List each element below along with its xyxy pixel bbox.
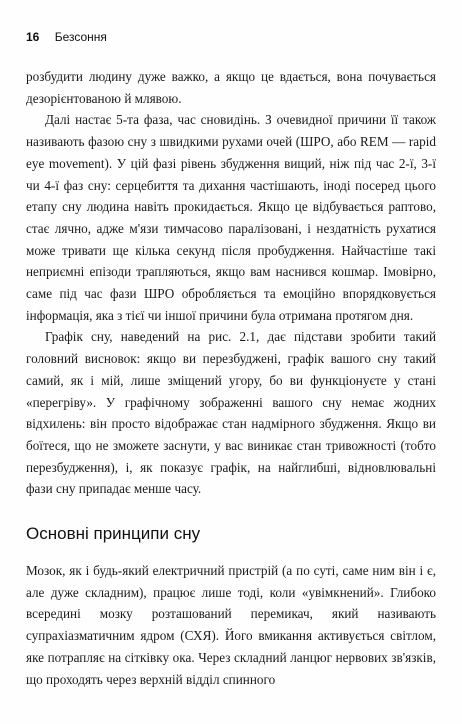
paragraph-rem-phase: Далі настає 5-та фаза, час сновидінь. З очевидної причини її також називають фазою сну з швидкими рухами очей (ШРО, або REM — rapid eye movement). У цій фазі рівень збудження вищий, ніж під час 2-ї, 3-ї чи 4-ї фаз сну: серцебиття та дихання частішають, іноді посеред цього етапу сну людина навіть прокидається. Якщо це відбувається раптово, стає лячно, адже м'язи тимчасово паралізовані, і нездатність рухатися може тривати ще кілька секунд після пробудження. Найчастіше такі неприємні епізоди трапляються, якщо вам наснився кошмар. Імовірно, саме під час фази ШРО обробляється та емоційно впорядковується інформація, яка з тієї чи іншої причини була отримана протягом дня. <box>26 112 436 323</box>
paragraph-continuation: розбудити людину дуже важко, а якщо це вдається, вона почувається дезорієнтованою й млявою. <box>26 69 436 106</box>
section-heading: Основні принципи сну <box>26 524 201 543</box>
chapter-title: Безсоння <box>54 30 107 44</box>
body-text-top <box>26 66 436 500</box>
body-text-bottom <box>26 560 436 690</box>
paragraph-brain-switch: Мозок, як і будь-який електричний пристрій (а по суті, саме ним він і є, але дуже складним), працює лише тоді, коли «увімкнений». Глибоко всередині мозку розташований перемикач, який називають супрахіазматичним ядром (СХЯ). Його вмикання активується світлом, яке потрапляє на сітківку ока. Через складний ланцюг нервових зв'язків, що проходять через верхній відділ спинного <box>26 563 436 687</box>
page-number: 16 <box>26 30 40 44</box>
paragraph-sleep-graph: Графік сну, наведений на рис. 2.1, дає підстави зробити такий головний висновок: якщо ви перезбуджені, графік вашого сну такий самий, як і мій, лише зміщений угору, бо ви функціонуєте у стані «перегріву». У графічному зображенні вашого сну немає жодних відхилень: він просто відображає стан надмірного збудження. Якщо ви боїтеся, що не зможете заснути, у вас виникає стан тривожності (тобто перезбудження), і, як показує графік, на найглибші, відновлювальні фази сну припадає менше часу. <box>26 329 436 497</box>
running-head <box>26 30 107 44</box>
